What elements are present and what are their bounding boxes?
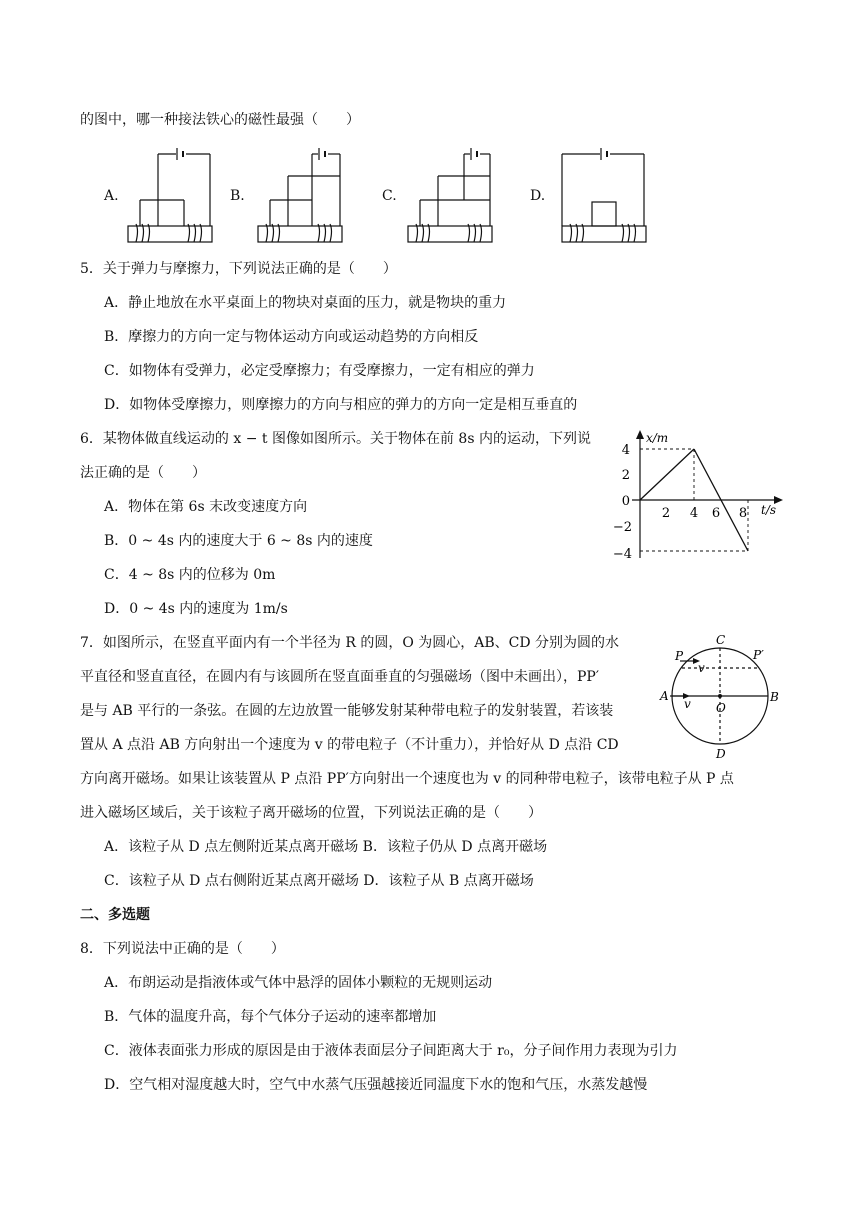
q7-stem-line5: 方向离开磁场。如果让该装置从 P 点沿 PP′方向射出一个速度也为 v 的同种带电粒子，该带电粒子从 P 点	[80, 771, 734, 787]
q6-option-c: C．4 ~ 8s 内的位移为 0m	[104, 567, 276, 583]
y-tick-neg2: −2	[612, 520, 632, 535]
q8-option-c: C．液体表面张力形成的原因是由于液体表面层分子间距离大于 r₀，分子间作用力表现为引力	[104, 1043, 678, 1059]
label-o: O	[716, 701, 726, 715]
q7-options-row2: C．该粒子从 D 点右侧附近某点离开磁场 D．该粒子从 B 点离开磁场	[104, 873, 534, 889]
section-heading-multiple-choice: 二、多选题	[80, 907, 150, 923]
label-v-lower: v	[684, 697, 691, 711]
circuit-d	[562, 148, 646, 242]
label-b: B	[770, 690, 779, 704]
q4-stem-tail: 的图中，哪一种接法铁心的磁性最强（ ）	[80, 112, 360, 128]
q7-stem-line6: 进入磁场区域后，关于该粒子离开磁场的位置，下列说法正确的是（ ）	[80, 805, 542, 821]
x-tick-8: 8	[738, 506, 748, 521]
q5-option-b: B．摩擦力的方向一定与物体运动方向或运动趋势的方向相反	[104, 329, 479, 345]
label-v-upper: v	[698, 661, 705, 675]
q4-option-c-label: C.	[382, 188, 397, 204]
q4-option-b-label: B.	[230, 188, 245, 204]
q6-stem-line2: 法正确的是（ ）	[80, 465, 206, 481]
q6-xt-graph	[612, 428, 788, 568]
y-axis-label: x/m	[646, 431, 669, 445]
x-tick-4: 4	[689, 506, 699, 521]
q7-stem-line2: 平直径和竖直直径，在圆内有与该圆所在竖直面垂直的匀强磁场（图中未画出），PP′	[80, 669, 600, 685]
xt-segment-1	[640, 449, 694, 500]
label-d: D	[716, 747, 726, 761]
label-p: P	[675, 649, 684, 663]
q7-circle-figure	[656, 630, 786, 764]
y-tick-4: 4	[621, 443, 630, 458]
q8-stem: 8．下列说法中正确的是（ ）	[80, 941, 285, 957]
q6-option-d: D．0 ~ 4s 内的速度为 1m/s	[104, 601, 288, 617]
center-o-dot	[718, 694, 722, 698]
q6-option-a: A．物体在第 6s 末改变速度方向	[104, 499, 308, 515]
q7-stem-line3: 是与 AB 平行的一条弦。在圆的左边放置一能够发射某种带电粒子的发射装置，若该装	[80, 703, 614, 719]
q6-stem-line1: 6．某物体做直线运动的 x − t 图像如图所示。关于物体在前 8s 内的运动，下列说	[80, 431, 591, 447]
x-axis-label: t/s	[761, 503, 777, 517]
q4-circuit-diagrams	[0, 140, 860, 250]
label-p-prime: P′	[753, 648, 764, 662]
x-tick-6: 6	[711, 506, 721, 521]
q8-option-b: B．气体的温度升高，每个气体分子运动的速率都增加	[104, 1009, 437, 1025]
y-tick-0: 0	[621, 494, 630, 509]
x-tick-2: 2	[661, 506, 671, 521]
q8-option-a: A．布朗运动是指液体或气体中悬浮的固体小颗粒的无规则运动	[104, 975, 493, 991]
q5-option-c: C．如物体有受弹力，必定受摩擦力；有受摩擦力，一定有相应的弹力	[104, 363, 535, 379]
q5-option-d: D．如物体受摩擦力，则摩擦力的方向与相应的弹力的方向一定是相互垂直的	[104, 397, 578, 413]
q4-option-d-label: D.	[530, 188, 546, 204]
q7-stem-line4: 置从 A 点沿 AB 方向射出一个速度为 v 的带电粒子（不计重力），并恰好从 D 点沿 CD	[80, 737, 619, 753]
q7-stem-line1: 7．如图所示，在竖直平面内有一个半径为 R 的圆，O 为圆心，AB、CD 分别为圆的水	[80, 635, 620, 651]
q8-option-d: D．空气相对湿度越大时，空气中水蒸气压强越接近同温度下水的饱和气压，水蒸发越慢	[104, 1077, 648, 1093]
q5-option-a: A．静止地放在水平桌面上的物块对桌面的压力，就是物块的重力	[104, 295, 507, 311]
q4-option-a-label: A.	[104, 188, 119, 204]
label-c: C	[716, 633, 726, 647]
q6-option-b: B．0 ~ 4s 内的速度大于 6 ~ 8s 内的速度	[104, 533, 373, 549]
label-a: A	[660, 689, 669, 703]
q5-stem: 5．关于弹力与摩擦力，下列说法正确的是（ ）	[80, 261, 397, 277]
circuit-a	[128, 148, 212, 242]
circuit-c	[408, 148, 492, 242]
y-tick-neg4: −4	[612, 547, 632, 562]
y-tick-2: 2	[621, 468, 630, 483]
y-axis-arrow	[636, 430, 644, 439]
circuit-b	[258, 148, 342, 242]
q7-options-row1: A．该粒子从 D 点左侧附近某点离开磁场 B．该粒子仍从 D 点离开磁场	[104, 839, 548, 855]
